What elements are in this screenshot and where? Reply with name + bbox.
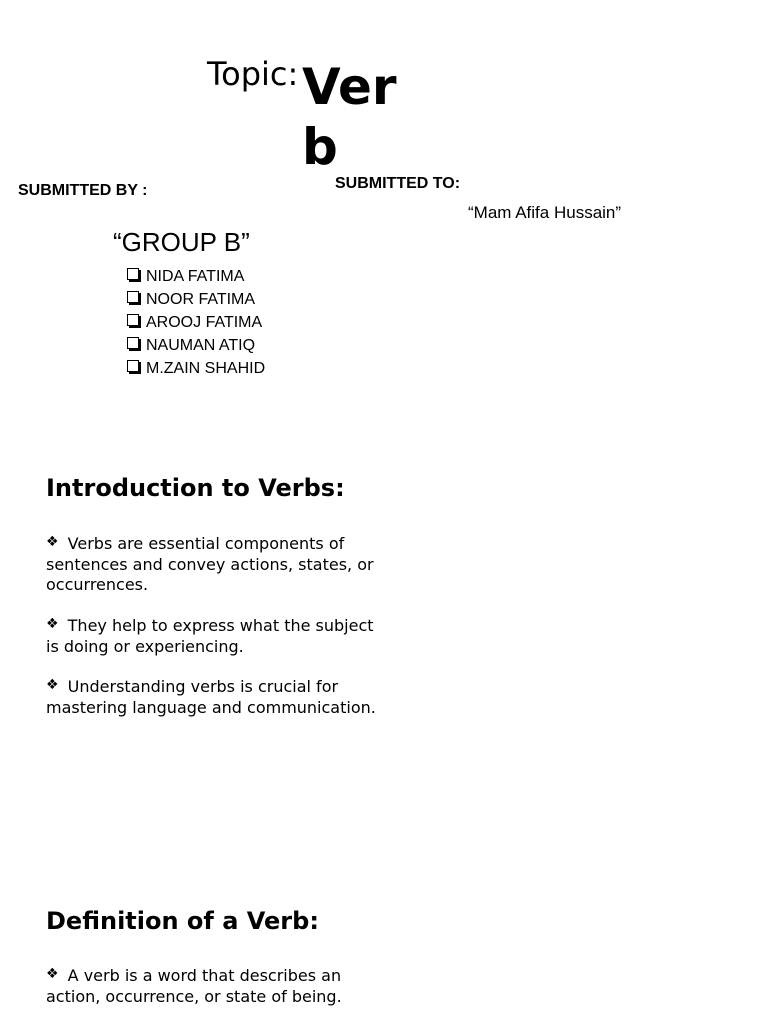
definition-point-text: A verb is a word that describes an action, occurrence, or state of being.	[46, 966, 342, 1006]
checkbox-icon	[127, 268, 139, 280]
member-name: NAUMAN ATIQ	[146, 337, 256, 354]
intro-point	[46, 677, 386, 718]
section-heading-introduction: Introduction to Verbs:	[46, 474, 345, 502]
submitted-by-label: SUBMITTED BY :	[18, 182, 148, 199]
checkbox-icon	[127, 337, 139, 349]
member-name: NOOR FATIMA	[146, 291, 256, 308]
checkbox-icon	[127, 291, 139, 303]
submitted-to-name: “Mam Afifa Hussain”	[468, 203, 622, 222]
definition-point	[46, 966, 386, 1007]
list-item	[127, 358, 265, 381]
list-item	[127, 289, 265, 312]
list-item	[127, 312, 265, 335]
intro-point-text: Understanding verbs is crucial for mastering language and communication.	[46, 677, 376, 717]
submitted-to-label: SUBMITTED TO:	[335, 175, 461, 192]
member-name: M.ZAIN SHAHID	[146, 360, 266, 377]
list-item	[127, 266, 265, 289]
diamond-bullet-icon: ❖	[46, 677, 59, 693]
diamond-bullet-icon: ❖	[46, 616, 59, 632]
group-name: “GROUP B”	[113, 227, 250, 257]
topic-title: Verb	[302, 58, 397, 176]
checkbox-icon	[127, 314, 139, 326]
intro-point-text: They help to express what the subject is doing or experiencing.	[46, 616, 374, 656]
checkbox-icon	[127, 360, 139, 372]
diamond-bullet-icon: ❖	[46, 966, 59, 982]
intro-point	[46, 534, 386, 596]
intro-point-text: Verbs are essential components of sentences and convey actions, states, or occurrences.	[46, 534, 374, 594]
member-name: AROOJ FATIMA	[146, 314, 263, 331]
member-name: NIDA FATIMA	[146, 268, 245, 285]
intro-point	[46, 616, 386, 657]
member-list	[127, 266, 265, 381]
topic-label: Topic:	[207, 55, 299, 93]
diamond-bullet-icon: ❖	[46, 534, 59, 550]
section-heading-definition: Definition of a Verb:	[46, 907, 319, 935]
list-item	[127, 335, 265, 358]
